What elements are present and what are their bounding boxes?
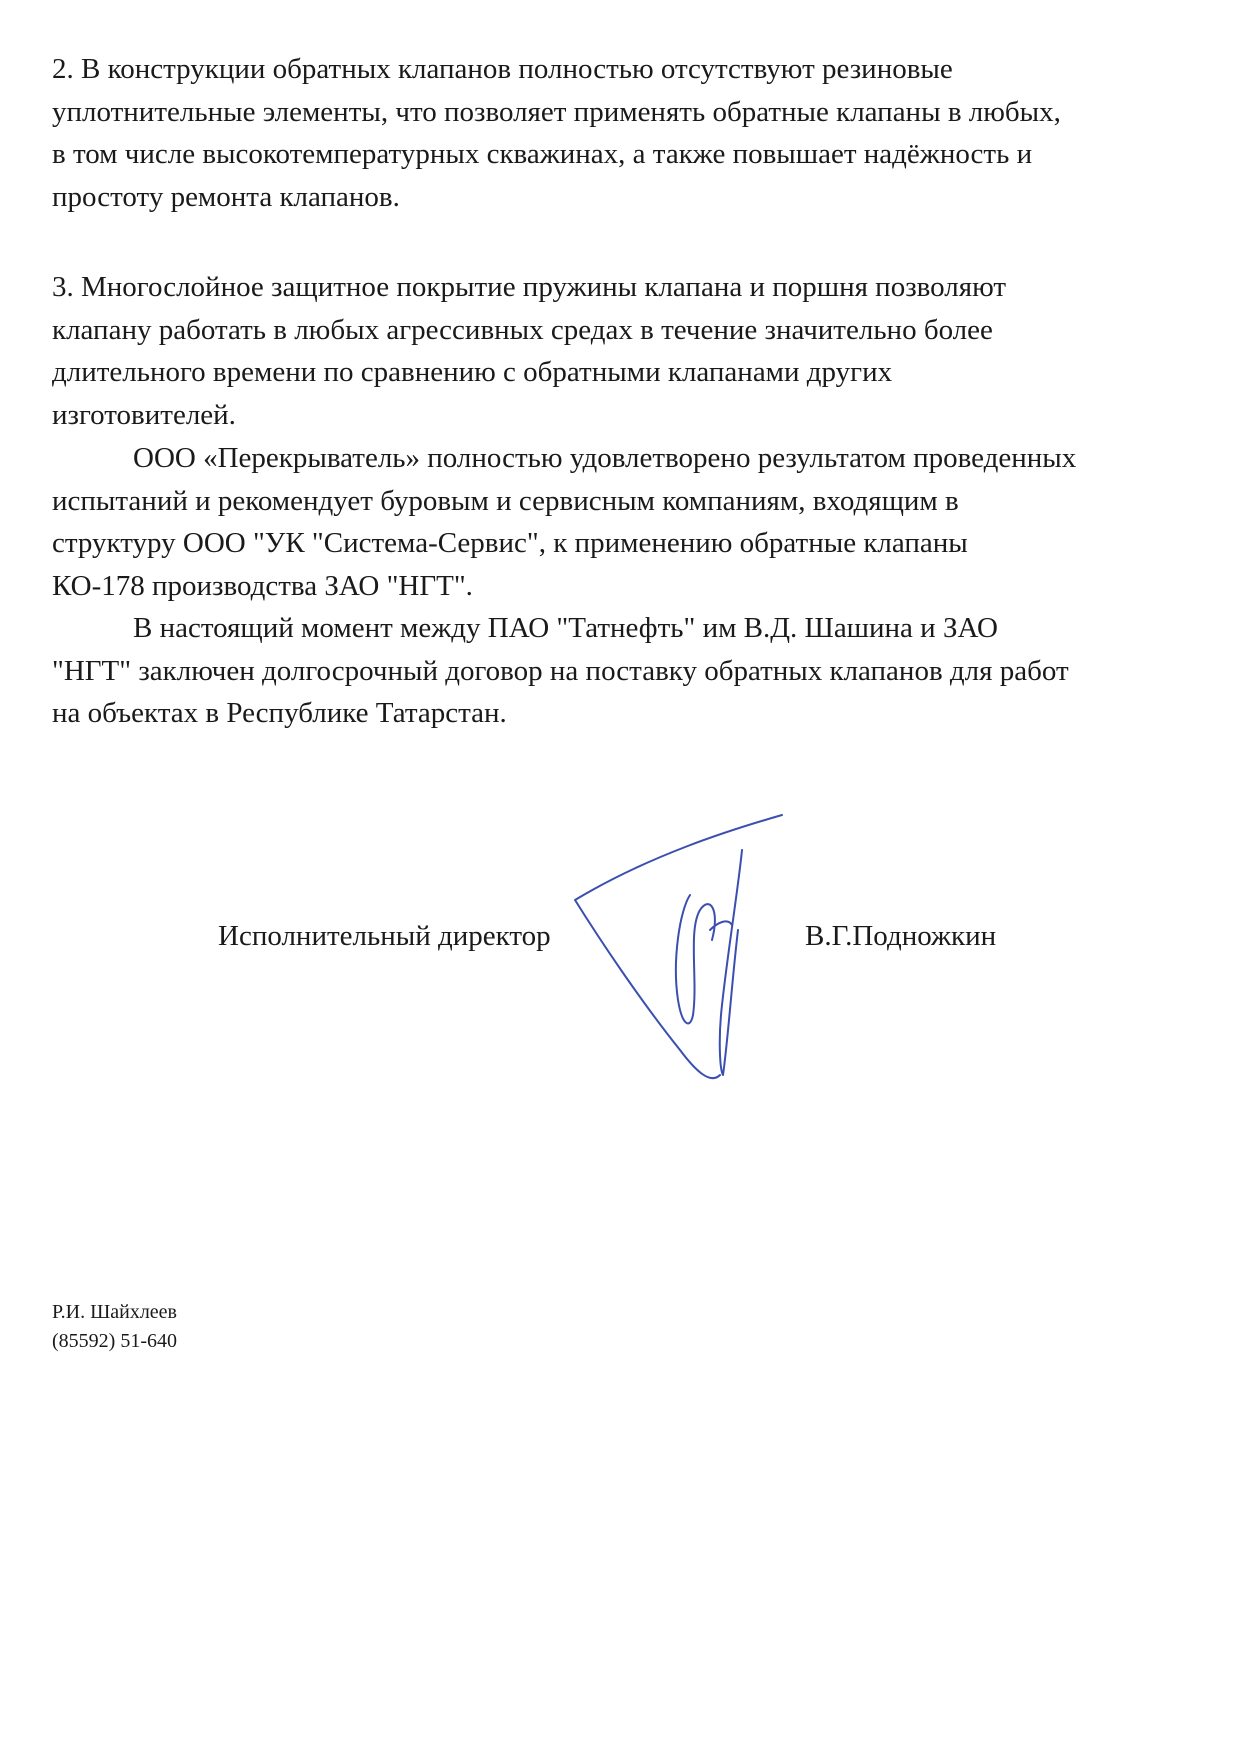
- paragraph-2-line-2: уплотнительные элементы, что позволяет применять обратные клапаны в любых,: [52, 95, 1061, 128]
- paragraph-5: [52, 607, 1185, 735]
- signature-stroke-tick: [710, 921, 732, 930]
- paragraph-4-line-2: испытаний и рекомендует буровым и сервисным компаниям, входящим в: [52, 484, 959, 517]
- paragraph-2-line-3: в том числе высокотемпературных скважинах, а также повышает надёжность и: [52, 138, 1033, 170]
- paragraph-4-line-3: структуру ООО "УК "Система-Сервис", к применению обратные клапаны: [52, 527, 968, 559]
- signature-stroke-right: [720, 850, 742, 1075]
- paragraph-3-line-4: изготовителей.: [52, 398, 236, 431]
- paragraph-3-line-1: 3. Многослойное защитное покрытие пружины клапана и поршня позволяют: [52, 271, 1007, 303]
- paragraph-4-line-1: ООО «Перекрыватель» полностью удовлетворено результатом проведенных: [133, 442, 1077, 474]
- paragraph-2: [52, 48, 1185, 218]
- paragraph-4: [52, 437, 1185, 607]
- paragraph-2-line-4: простоту ремонта клапанов.: [52, 180, 400, 213]
- paragraph-3-line-3: длительного времени по сравнению с обратными клапанами других: [52, 356, 893, 388]
- executor-contact: [52, 1298, 177, 1356]
- signature-stroke-sweep: [575, 815, 782, 1078]
- signer-name: В.Г.Подножкин: [805, 920, 997, 952]
- signer-title: Исполнительный директор: [218, 920, 551, 952]
- handwritten-signature-icon: [560, 800, 810, 1100]
- paragraph-3: [52, 266, 1185, 436]
- paragraph-5-line-3: на объектах в Республике Татарстан.: [52, 697, 507, 729]
- executor-name: Р.И. Шайхлеев: [52, 1301, 177, 1323]
- paragraph-5-line-1: В настоящий момент между ПАО "Татнефть" им В.Д. Шашина и ЗАО: [133, 612, 998, 644]
- executor-phone: (85592) 51-640: [52, 1330, 177, 1352]
- paragraph-5-line-2: "НГТ" заключен долгосрочный договор на поставку обратных клапанов для работ: [52, 654, 1069, 687]
- signature-stroke-loop: [676, 895, 715, 1023]
- paragraph-2-line-1: 2. В конструкции обратных клапанов полностью отсутствуют резиновые: [52, 53, 953, 85]
- paragraph-4-line-4: КО-178 производства ЗАО "НГТ".: [52, 569, 473, 602]
- paragraph-3-line-2: клапану работать в любых агрессивных средах в течение значительно более: [52, 313, 993, 346]
